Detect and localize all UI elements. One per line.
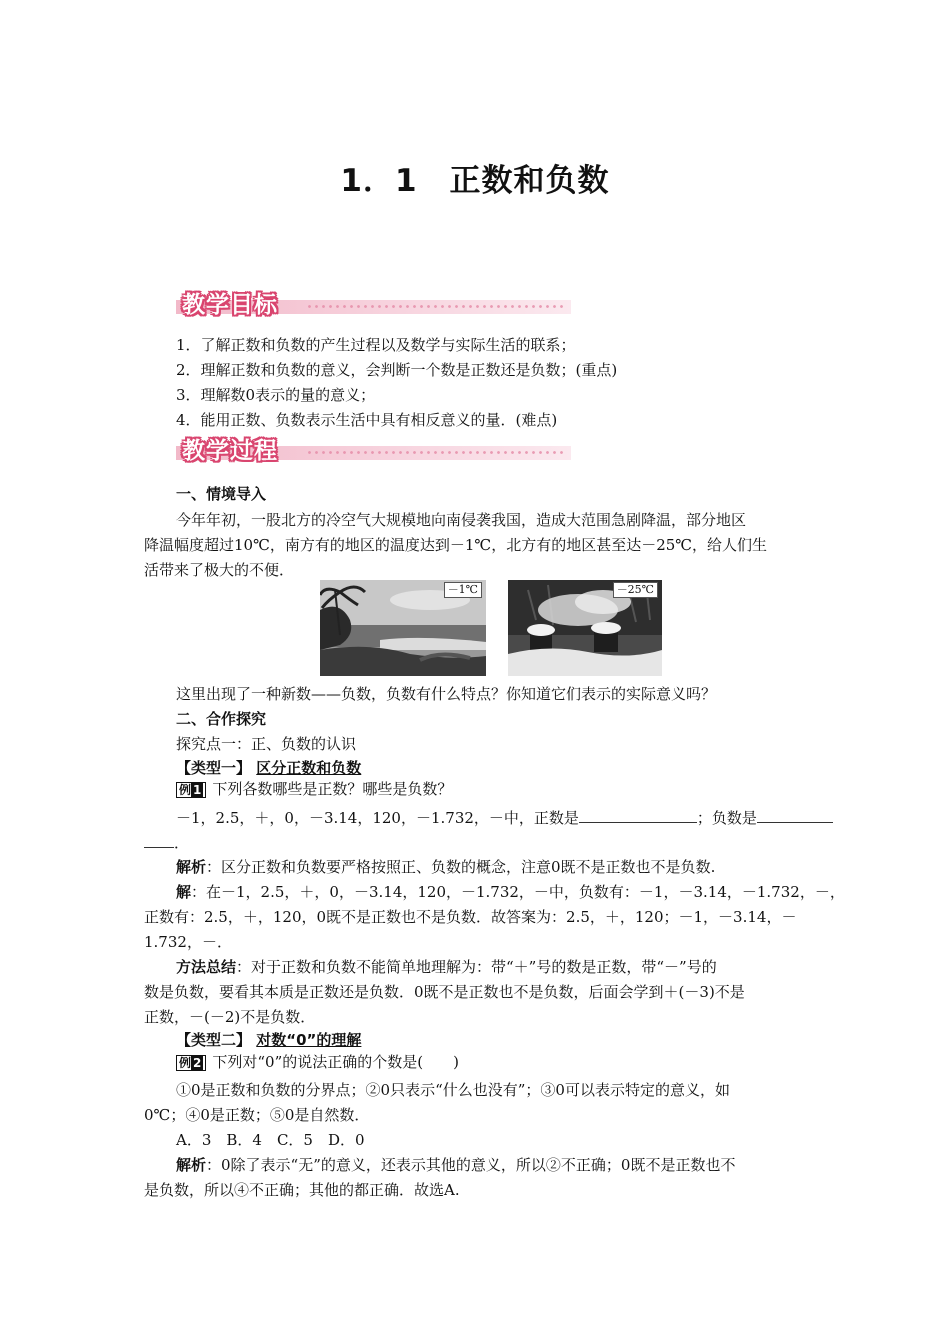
section-banner-goals	[176, 286, 571, 320]
method-label: 方法总结	[176, 958, 237, 976]
temperature-label: －1℃	[444, 582, 482, 598]
banner-dots	[306, 303, 563, 311]
solution-1: 解：在－1，2.5，＋，0，－3.14，120，－1.732，－中，负数有：－1，－3.14，－1.732，－，	[176, 883, 845, 901]
paragraph-line: 今年年初，一股北方的冷空气大规模地向南侵袭我国，造成大范围急剧降温，部分地区	[176, 511, 747, 529]
answer-blank[interactable]	[757, 807, 833, 823]
paragraph-line: 活带来了极大的不便．	[144, 561, 295, 579]
solution-label: 解	[176, 883, 192, 901]
goal-item: 3．理解数0表示的量的意义；	[176, 386, 376, 404]
type-bracket: 【类型一】	[176, 759, 252, 777]
example-2-item: 0℃；④0是正数；⑤0是自然数．	[144, 1106, 370, 1124]
section-heading: 一、情境导入	[176, 485, 267, 503]
example-text: 下列各数哪些是正数？哪些是负数？	[212, 780, 453, 798]
number-list: －1，2.5，＋，0，－3.14，120，－1.732，－中，正数是	[176, 809, 579, 827]
method-line: 正数，－(－2)不是负数．	[144, 1008, 316, 1026]
example-2	[176, 1052, 459, 1072]
section-heading: 二、合作探究	[176, 710, 267, 728]
beach-photo	[320, 580, 486, 676]
example-text: 下列对“0”的说法正确的个数是( )	[212, 1053, 459, 1071]
type-heading	[176, 1030, 361, 1050]
analysis-line: 是负数，所以④不正确；其他的都正确．故选A.	[144, 1181, 460, 1199]
analysis-label: 解析	[176, 858, 207, 876]
solution-line: 正数有：2.5，＋，120，0既不是正数也不是负数．故答案为：2.5，＋，120；－1，－3.14，－	[144, 908, 797, 926]
analysis-2: 解析：0除了表示“无”的意义，还表示其他的意义，所以②不正确；0既不是正数也不	[176, 1156, 736, 1174]
list-mid-text: ；负数是	[696, 809, 757, 827]
goal-item: 2．理解正数和负数的意义，会判断一个数是正数还是负数；(重点)	[176, 361, 618, 379]
banner-label: 教学过程	[182, 438, 278, 464]
banner-dots	[306, 449, 563, 457]
example-1-list	[176, 807, 833, 828]
method-line: 数是负数，要看其本质是正数还是负数．0既不是正数也不是负数，后面会学到＋(－3)不是	[144, 983, 745, 1001]
type-heading	[176, 758, 361, 778]
goal-item: 4．能用正数、负数表示生活中具有相反意义的量．(难点)	[176, 411, 558, 429]
page-title: 1．1 正数和负数	[340, 163, 610, 199]
method-summary: 方法总结：对于正数和负数不能简单地理解为：带“＋”号的数是正数，带“－”号的	[176, 958, 717, 976]
banner-label: 教学目标	[182, 292, 278, 318]
explore-point: 探究点一：正、负数的认识	[176, 735, 357, 753]
question-line: 这里出现了一种新数——负数，负数有什么特点？你知道它们表示的实际意义吗？	[176, 685, 717, 703]
analysis-1: 解析：区分正数和负数要严格按照正、负数的概念，注意0既不是正数也不是负数.	[176, 858, 716, 876]
answer-blank[interactable]	[579, 807, 697, 823]
goal-item: 1．了解正数和负数的产生过程以及数学与实际生活的联系；	[176, 336, 576, 354]
example-tag: 例 1	[176, 782, 206, 798]
temperature-label: －25℃	[613, 582, 658, 598]
example-1-list-end: ．	[144, 832, 189, 853]
type-bracket: 【类型二】	[176, 1031, 252, 1049]
paragraph-line: 降温幅度超过10℃，南方有的地区的温度达到－1℃，北方有的地区甚至达－25℃，给人们生	[144, 536, 768, 554]
type-title: 区分正数和负数	[256, 759, 362, 777]
section-banner-process	[176, 432, 571, 466]
answer-blank[interactable]	[144, 832, 174, 848]
example-1	[176, 779, 452, 799]
type-title: 对数“0”的理解	[256, 1031, 362, 1049]
solution-line: 1.732，－．	[144, 933, 232, 951]
example-2-options: A．3 B．4 C．5 D．0	[176, 1131, 365, 1149]
snow-photo	[508, 580, 662, 676]
example-2-item: ①0是正数和负数的分界点；②0只表示“什么也没有”；③0可以表示特定的意义，如	[176, 1081, 730, 1099]
example-tag: 例 2	[176, 1055, 206, 1071]
analysis-label: 解析	[176, 1156, 207, 1174]
